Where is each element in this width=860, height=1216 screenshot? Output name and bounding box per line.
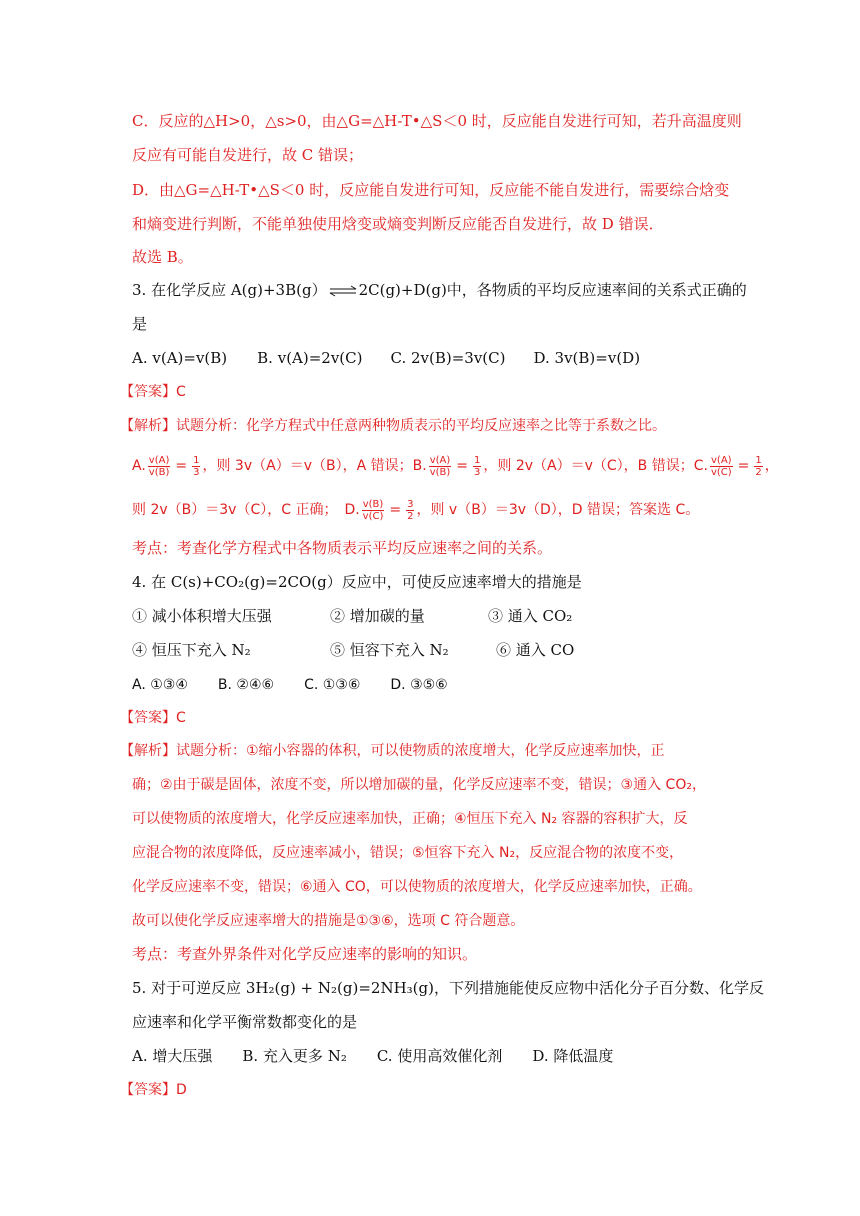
q4-measure-5: ⑤ 恒容下充入 N₂ xyxy=(330,641,449,659)
q3-stem-line1 xyxy=(132,280,747,300)
q3-analysis: 【解析】试题分析：化学方程式中任意两种物质表示的平均反应速率之比等于系数之比。 xyxy=(120,418,666,434)
q3-calc-a-text: ，则 3v（A）＝v（B），A 错误；B. xyxy=(202,458,427,474)
q2-option-d-explanation-line2: 和熵变进行判断，不能单独使用焓变或熵变判断反应能否自发进行，故 D 错误． xyxy=(132,215,664,233)
q4-measure-2: ② 增加碳的量 xyxy=(330,607,425,625)
q4-analysis-line1: 【解析】试题分析：①缩小容器的体积，可以使物质的浓度增大，化学反应速率加快，正 xyxy=(120,743,665,759)
q5-options xyxy=(132,1046,732,1066)
q4-analysis-line5: 化学反应速率不变，错误；⑥通入 CO，可以使物质的浓度增大，化学反应速率加快，正确。 xyxy=(132,879,702,895)
q3-option-d: D. 3v(B)=v(D) xyxy=(533,349,641,367)
equilibrium-arrow-icon xyxy=(328,285,358,297)
q2-conclusion: 故选 B。 xyxy=(132,248,193,266)
q4-measures-row2 xyxy=(132,640,732,660)
q4-measure-1: ① 减小体积增大压强 xyxy=(132,607,272,625)
fraction-3-2: $\frac{3}{2}$ xyxy=(407,498,414,522)
q3-option-a: A. v(A)=v(B) xyxy=(132,349,228,367)
q4-measure-6: ⑥ 通入 CO xyxy=(496,641,575,659)
q4-measures-row1 xyxy=(132,606,732,626)
fraction-va-vb-b: $\frac{v(A)}{v(B)}$ xyxy=(429,454,451,478)
fraction-va-vb: $\frac{v(A)}{v(B)}$ xyxy=(148,454,170,478)
q2-option-d-explanation-line1: D．由△G=△H-T•△S＜0 时，反应能自发进行可知，反应能不能自发进行，需要综合焓变 xyxy=(132,181,730,199)
q2-option-c-explanation-line2: 反应有可能自发进行，故 C 错误； xyxy=(132,146,364,164)
q4-option-b: B. ②④⑥ xyxy=(217,677,275,693)
q3-answer: 【答案】C xyxy=(120,384,186,400)
q4-measure-3: ③ 通入 CO₂ xyxy=(488,607,573,625)
fraction-va-vc: $\frac{v(A)}{v(C)}$ xyxy=(710,454,732,478)
q5-stem-line1: 5. 对于可逆反应 3H₂(g) + N₂(g)=2NH₃(g)，下列措施能使反应物中活化分子百分数、化学反 xyxy=(132,979,764,997)
q5-stem-line2: 应速率和化学平衡常数都变化的是 xyxy=(132,1013,358,1031)
q3-stem-line2: 是 xyxy=(132,315,148,333)
q3-calc-line2-b: ，则 v（B）＝3v（D），D 错误；答案选 C。 xyxy=(416,502,700,518)
q5-option-c: C. 使用高效催化剂 xyxy=(376,1047,503,1065)
fraction-vb-vc: $\frac{v(B)}{v(C)}$ xyxy=(362,498,384,522)
q4-point: 考点：考查外界条件对化学反应速率的影响的知识。 xyxy=(132,945,478,963)
q4-analysis-line2: 确；②由于碳是固体，浓度不变，所以增加碳的量，化学反应速率不变，错误；③通入 CO₂， xyxy=(132,777,706,793)
q3-calculation-line1: A. $\frac{v(A)}{v(B)}$ = $\frac{1}{3}$ ，则 3v（A）＝v（B），A 错误；B. $\frac{v(A)}{v(B)}$ = $\frac{1}{3}$ ，则 2v（A）＝v（C），B 错误；C. $\frac{v(A)}{v(C)}$ = $\frac{1}{2}$ ， xyxy=(132,454,779,478)
q3-calculation-line2: 则 2v（B）＝3v（C），C 正确； D. $\frac{v(B)}{v(C)}$ = $\frac{3}{2}$ ，则 v（B）＝3v（D），D 错误；答案选 C。 xyxy=(132,498,700,522)
q2-option-c-explanation-line1: C．反应的△H>0，△s>0，由△G=△H-T•△S＜0 时，反应能自发进行可知，若升高温度则 xyxy=(132,112,742,130)
q3-stem-part1: 3. 在化学反应 A(g)+3B(g） xyxy=(132,281,327,299)
q3-options xyxy=(132,348,732,368)
q4-measure-4: ④ 恒压下充入 N₂ xyxy=(132,641,251,659)
fraction-1-3-b: $\frac{1}{3}$ xyxy=(474,454,481,478)
q5-option-d: D. 降低温度 xyxy=(532,1047,614,1065)
q4-analysis-line6: 故可以使化学反应速率增大的措施是①③⑥，选项 C 符合题意。 xyxy=(132,913,525,929)
q4-stem: 4. 在 C(s)+CO₂(g)=2CO(g）反应中，可使反应速率增大的措施是 xyxy=(132,573,582,591)
fraction-1-2: $\frac{1}{2}$ xyxy=(755,454,762,478)
q4-analysis-line3: 可以使物质的浓度增大，化学反应速率加快，正确；④恒压下充入 N₂ 容器的容积扩大，反 xyxy=(132,811,688,827)
q3-calc-b-text: ，则 2v（A）＝v（C），B 错误；C. xyxy=(483,458,708,474)
q4-answer: 【答案】C xyxy=(120,710,186,726)
q5-answer: 【答案】D xyxy=(120,1082,187,1098)
q3-stem-part2: 2C(g)+D(g)中，各物质的平均反应速率间的关系式正确的 xyxy=(358,281,747,299)
q5-option-a: A. 增大压强 xyxy=(132,1047,213,1065)
q3-option-b: B. v(A)=2v(C) xyxy=(257,349,363,367)
q5-option-b: B. 充入更多 N₂ xyxy=(242,1047,347,1065)
q4-option-d: D. ③⑤⑥ xyxy=(390,677,448,693)
q4-analysis-line4: 应混合物的浓度降低，反应速率减小，错误；⑤恒容下充入 N₂，反应混合物的浓度不变， xyxy=(132,845,684,861)
q3-option-c: C. 2v(B)=3v(C) xyxy=(390,349,506,367)
q3-point: 考点：考查化学方程式中各物质表示平均反应速率之间的关系。 xyxy=(132,539,553,557)
fraction-1-3: $\frac{1}{3}$ xyxy=(193,454,200,478)
q4-option-a: A. ①③④ xyxy=(132,677,188,693)
q3-calc-a-label: A. xyxy=(132,458,146,474)
q3-calc-line2-a: 则 2v（B）＝3v（C），C 正确； D. xyxy=(132,502,360,518)
q4-options xyxy=(132,675,732,695)
q4-option-c: C. ①③⑥ xyxy=(304,677,361,693)
